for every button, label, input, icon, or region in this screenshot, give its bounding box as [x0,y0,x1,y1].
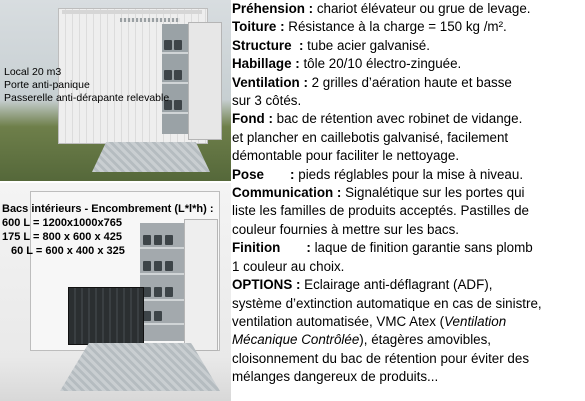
spec-text [232,0,585,387]
caption-line: Local 20 m3 [4,66,62,78]
photo-caption [4,66,169,105]
spec-pose: Pose : pieds réglables pour la mise à niveau. [232,166,524,182]
cabin-roof-edge [62,10,202,14]
spec-options: OPTIONS : Eclairage anti-déflagrant (ADF), système d’extinction automatique en cas de sinistre, ventilation automatisée, VMC Atex (Ventilation Mécanique Contrôlée), étagères amovibles, cloisonnement du bac de rétention pour éviter des mélanges dangereux de produits... [232,277,542,385]
caption-line: Porte anti-panique [4,79,90,91]
spec-finition: Finition : laque de finition garantie sans plomb 1 couleur au choix. [232,240,533,274]
caption-line: Passerelle anti-dérapante relevable [4,92,170,104]
bacs-title: Bacs intérieurs - Encombrement (L*l*h) : [2,203,214,215]
bacs-line: 175 L = 800 x 600 x 425 [2,231,122,243]
anti-slip-ramp [92,142,210,172]
anti-panic-door [188,22,222,140]
spec-ventilation: Ventilation : 2 grilles d’aération haute et basse sur 3 côtés. [232,74,512,109]
spec-fond: Fond : bac de rétention avec robinet de vidange. et plancher en caillebotis galvanisé, facilement démontable pour faciliter le nettoyage. [232,111,523,164]
bacs-line: 60 L = 600 x 400 x 325 [11,245,125,257]
spec-structure: Structure : tube acier galvanisé. [232,37,430,53]
spec-communication: Communication : Signalétique sur les portes qui liste les familles de produits acceptés. Pastilles de couleur fournies à mettre sur les bacs. [232,185,529,237]
spec-prehension: Préhension : chariot élévateur ou grue de levage. [232,1,531,16]
spec-habillage: Habillage : tôle 20/10 électro-zinguée. [232,56,462,72]
photo-storage-cabin-exterior [0,0,231,181]
spec-toiture: Toiture : Résistance à la charge = 150 kg /m². [232,19,507,35]
bacs-dimensions [2,202,214,258]
vent-grille [120,18,180,22]
retention-tank [68,287,144,345]
bacs-line: 600 L = 1200x1000x765 [2,217,122,229]
